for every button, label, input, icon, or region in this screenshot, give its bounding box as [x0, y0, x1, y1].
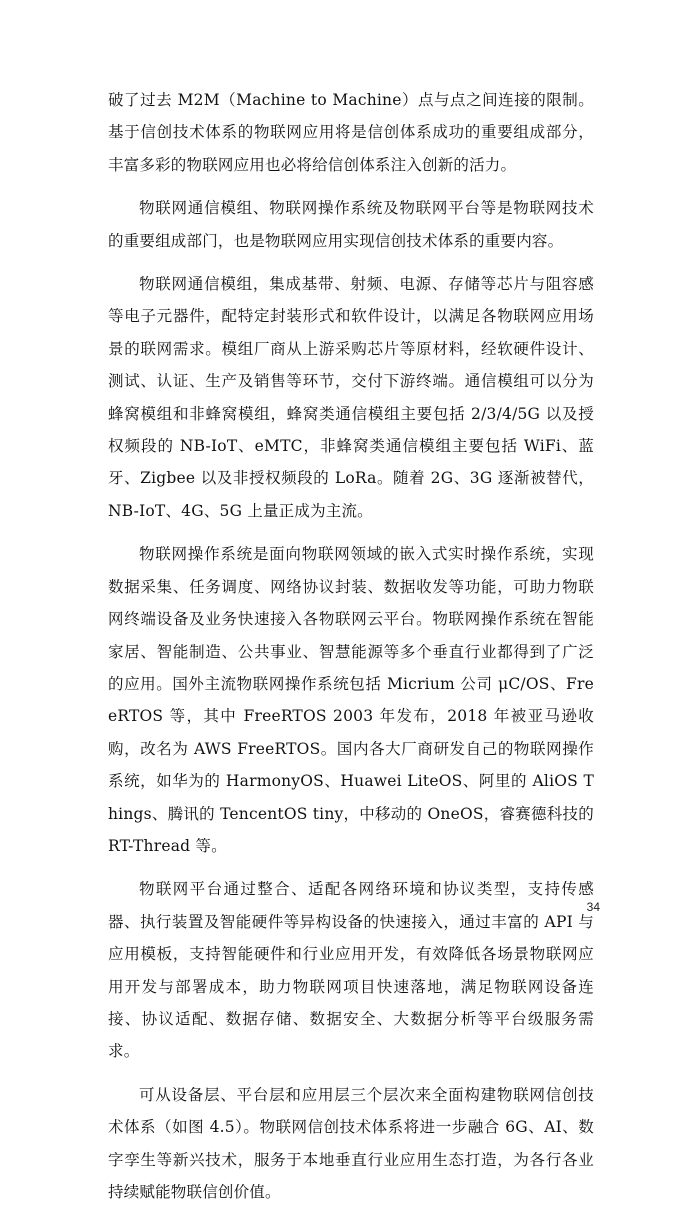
paragraph-iot-platform: 物联网平台通过整合、适配各网络环境和协议类型，支持传感器、执行装置及智能硬件等异构设备的快速接入，通过丰富的 API 与应用模板，支持智能硬件和行业应用开发，有效降低各场景物联网应用开发与部署成本，助力物联网项目快速落地，满足物联网设备连接、协议适配、数据存储、数据安全、大数据分析等平台级服务需求。	[108, 880, 594, 1061]
body-text	[108, 84, 594, 1219]
paragraph-iot-operating-systems: 物联网操作系统是面向物联网领域的嵌入式实时操作系统，实现数据采集、任务调度、网络协议封装、数据收发等功能，可助力物联网终端设备及业务快速接入各物联网云平台。物联网操作系统在智能家居、智能制造、公共事业、智慧能源等多个垂直行业都得到了广泛的应用。国外主流物联网操作系统包括 Micrium 公司 μC/OS、FreeRTOS 等，其中 FreeRTOS 2003 年发布，2018 年被亚马逊收购，改名为 AWS FreeRTOS。国内各大厂商研发自己的物联网操作系统，如华为的 HarmonyOS、Huawei LiteOS、阿里的 AliOS Things、腾讯的 TencentOS tiny，中移动的 OneOS，睿赛德科技的 RT-Thread 等。	[108, 545, 594, 855]
paragraph-communication-modules: 物联网通信模组，集成基带、射频、电源、存储等芯片与阻容感等电子元器件，配特定封装形式和软件设计，以满足各物联网应用场景的联网需求。模组厂商从上游采购芯片等原材料，经软硬件设计、测试、认证、生产及销售等环节，交付下游终端。通信模组可以分为蜂窝模组和非蜂窝模组，蜂窝类通信模组主要包括 2/3/4/5G 以及授权频段的 NB-IoT、eMTC，非蜂窝类通信模组主要包括 WiFi、蓝牙、Zigbee 以及非授权频段的 LoRa。随着 2G、3G 逐渐被替代，NB-IoT、4G、5G 上量正成为主流。	[108, 275, 594, 520]
paragraph-technology-system: 可从设备层、平台层和应用层三个层次来全面构建物联网信创技术体系（如图 4.5）。物联网信创技术体系将进一步融合 6G、AI、数字孪生等新兴技术，服务于本地垂直行业应用生态打造，为各行各业持续赋能物联信创价值。	[108, 1085, 594, 1201]
page-number: 34	[586, 900, 600, 914]
paragraph-iot-components: 物联网通信模组、物联网操作系统及物联网平台等是物联网技术的重要组成部门，也是物联网应用实现信创技术体系的重要内容。	[108, 199, 594, 250]
paragraph-continuation: 破了过去 M2M（Machine to Machine）点与点之间连接的限制。基于信创技术体系的物联网应用将是信创体系成功的重要组成部分，丰富多彩的物联网应用也必将给信创体系注入创新的活力。	[108, 91, 594, 174]
